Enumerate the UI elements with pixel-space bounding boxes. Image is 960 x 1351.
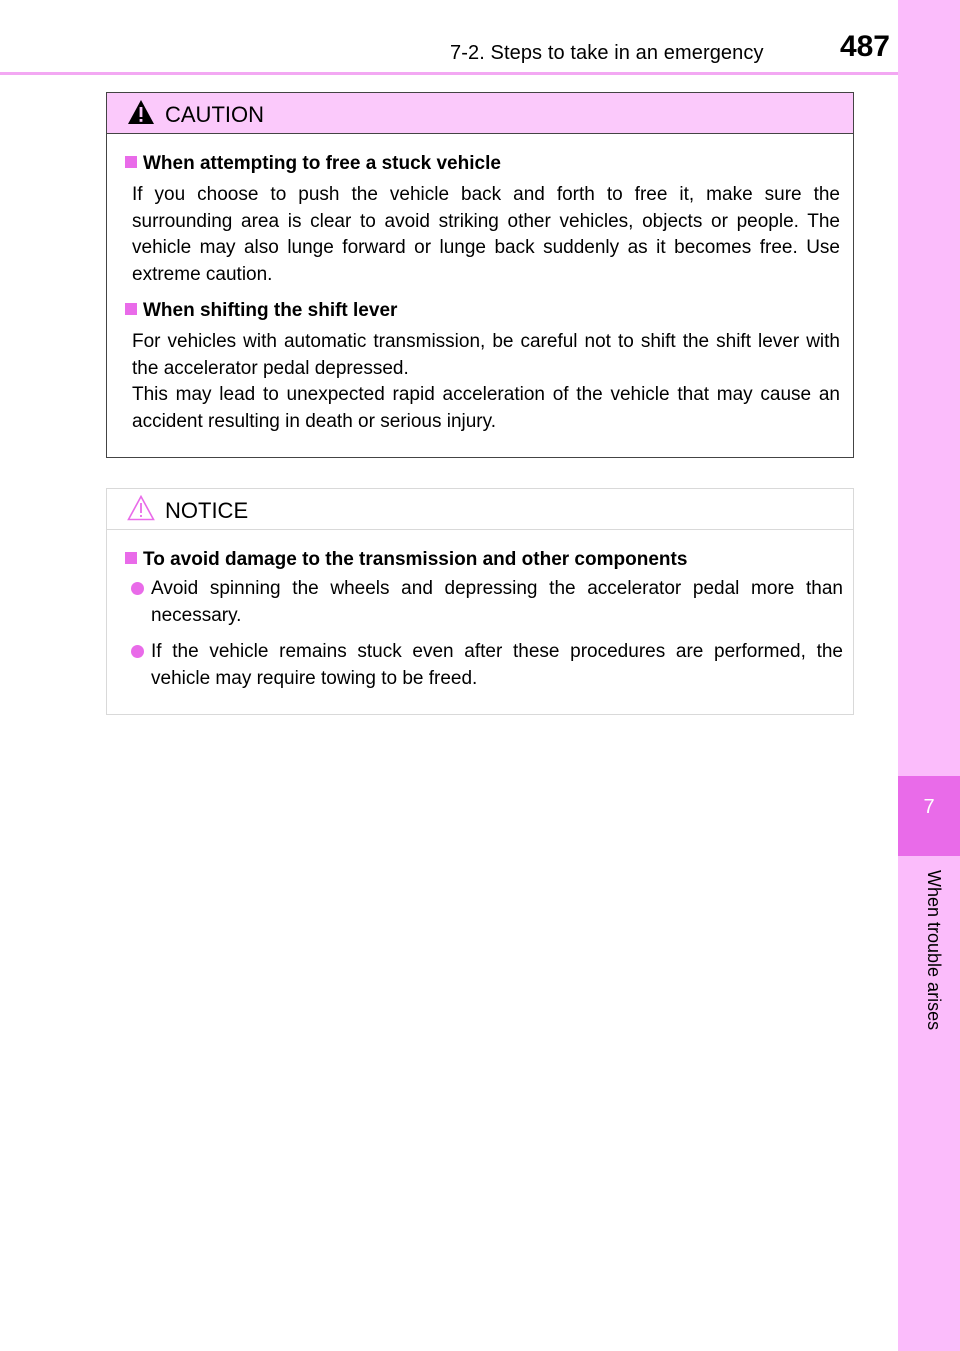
- section-title: 7-2. Steps to take in an emergency: [450, 42, 764, 64]
- chapter-number: 7: [923, 796, 935, 818]
- header-rule: [0, 72, 898, 75]
- caution-paragraph: For vehicles with automatic transmission, be careful not to shift the shift lever with the accelerator pedal depressed.: [132, 331, 840, 379]
- chapter-title: [908, 870, 948, 1070]
- notice-bullet-text: Avoid spinning the wheels and depressing the accelerator pedal more than necessary.: [151, 578, 843, 626]
- notice-title: NOTICE: [165, 498, 249, 523]
- caution-item-heading: When attempting to free a stuck vehicle: [125, 153, 501, 175]
- page-number: 487: [839, 30, 890, 63]
- notice-bullet-text: If the vehicle remains stuck even after these procedures are performed, the vehicle may require towing to be freed.: [151, 641, 843, 689]
- notice-item-heading: To avoid damage to the transmission and other components: [125, 549, 687, 571]
- chapter-title-text: When trouble arises: [924, 870, 944, 1031]
- notice-header: [107, 489, 853, 530]
- square-bullet-icon: [125, 552, 137, 564]
- caution-item-heading: When shifting the shift lever: [125, 300, 397, 322]
- caution-paragraph: This may lead to unexpected rapid acceleration of the vehicle that may cause an accident resulting in death or serious injury.: [132, 384, 840, 432]
- circle-bullet-icon: [131, 582, 144, 595]
- notice-bullet: [131, 639, 843, 692]
- warning-outline-icon: [127, 495, 155, 521]
- caution-header: [107, 93, 853, 134]
- caution-box: [106, 92, 854, 458]
- square-bullet-icon: [125, 303, 137, 315]
- chapter-side-tab: [898, 0, 960, 1351]
- warning-icon: [127, 99, 155, 125]
- caution-title: CAUTION: [165, 102, 264, 127]
- square-bullet-icon: [125, 156, 137, 168]
- notice-bullet: [131, 576, 843, 629]
- circle-bullet-icon: [131, 645, 144, 658]
- notice-box: [106, 488, 854, 715]
- caution-paragraph: If you choose to push the vehicle back and forth to free it, make sure the surrounding area is clear to avoid striking other vehicles, objects or people. The vehicle may also lunge forward or lunge back suddenly as it becomes free. Use extreme caution.: [132, 184, 840, 285]
